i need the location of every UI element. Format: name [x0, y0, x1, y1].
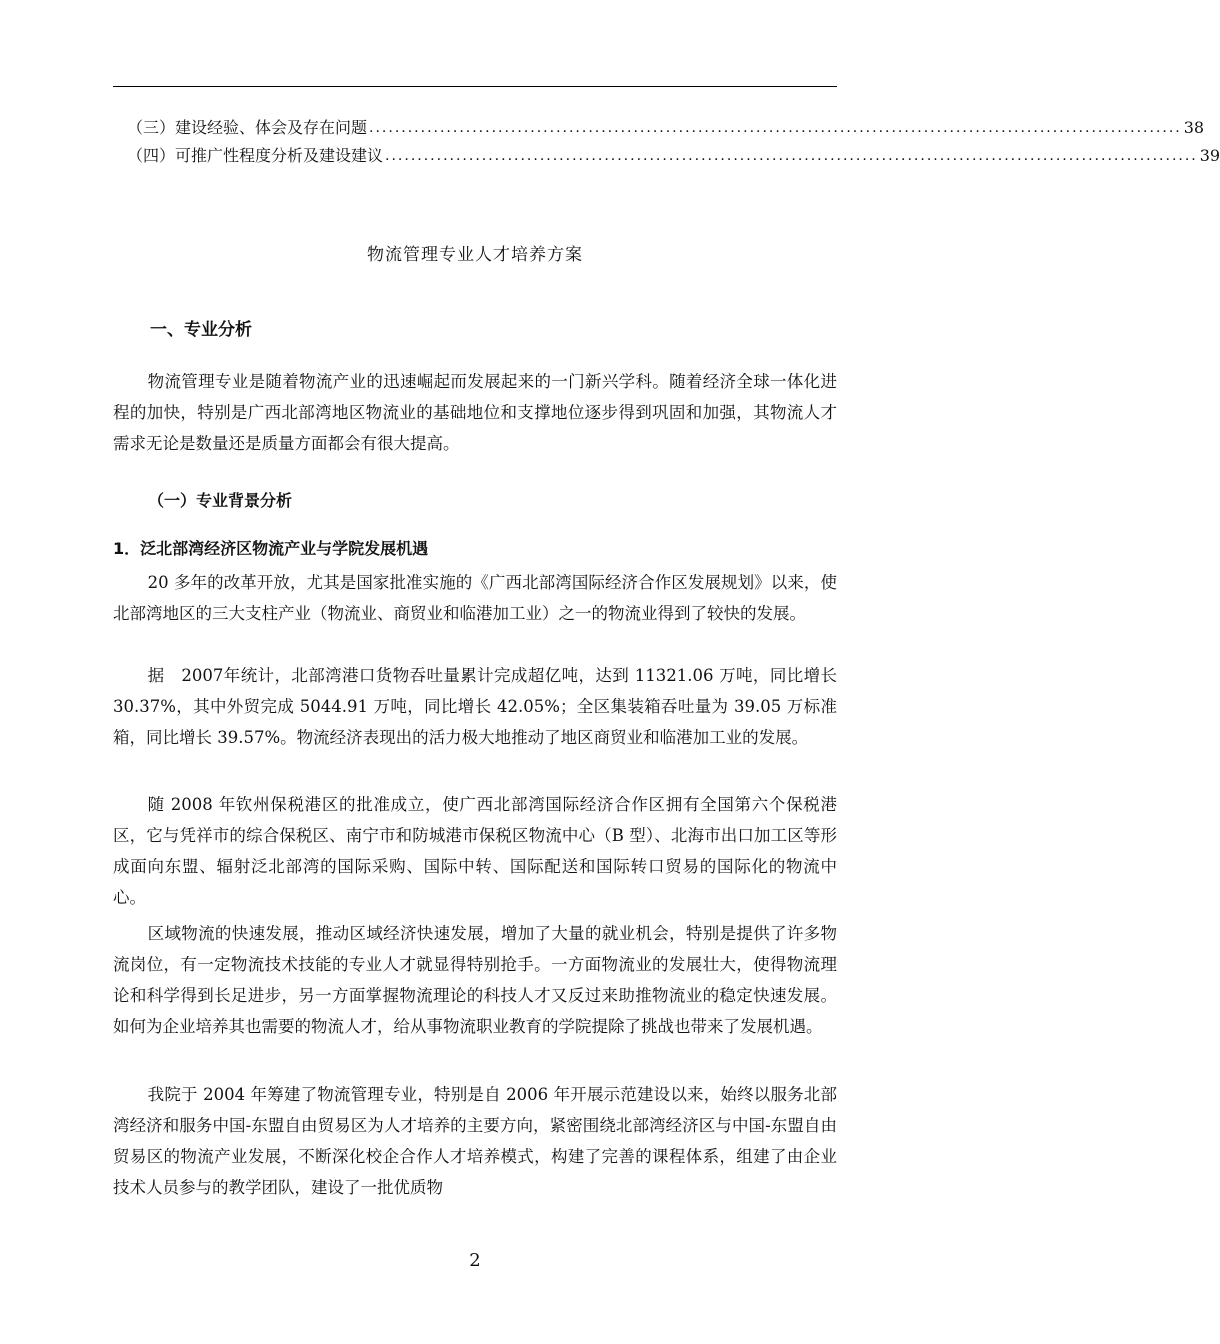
toc-entry[interactable] [127, 146, 1220, 166]
body-paragraph: 20 多年的改革开放，尤其是国家批准实施的《广西北部湾国际经济合作区发展规划》以来，使北部湾地区的三大支柱产业（物流业、商贸业和临港加工业）之一的物流业得到了较快的发展。 [113, 573, 837, 623]
toc-entry-page: 39 [1199, 146, 1220, 165]
body-paragraph: 据 2007年统计，北部湾港口货物吞吐量累计完成超亿吨，达到 11321.06 万吨，同比增长 30.37%，其中外贸完成 5044.91 万吨，同比增长 42.05%；全区集装箱吞吐量为 39.05 万标准箱，同比增长 39.57%。物流经济表现出的活力极大地推动了地区商贸业和临港加工业的发展。 [113, 666, 837, 747]
toc-entry-label: （三）建设经验、体会及存在问题 [127, 118, 368, 137]
body-paragraph: 区域物流的快速发展，推动区域经济快速发展，增加了大量的就业机会，特别是提供了许多物流岗位，有一定物流技术技能的专业人才就显得特别抢手。一方面物流业的发展壮大，使得物流理论和科学得到长足进步，另一方面掌握物流理论的科技人才又反过来助推物流业的稳定快速发展。如何为企业培养其也需要的物流人才，给从事物流职业教育的学院提除了挑战也带来了发展机遇。 [113, 924, 837, 1036]
subsubsection-heading: 1．泛北部湾经济区物流产业与学院发展机遇 [113, 539, 429, 558]
body-paragraph: 随 2008 年钦州保税港区的批准成立，使广西北部湾国际经济合作区拥有全国第六个保税港区，它与凭祥市的综合保税区、南宁市和防城港市保税区物流中心（B 型）、北海市出口加工区等形成面向东盟、辐射泛北部湾的国际采购、国际中转、国际配送和国际转口贸易的国际化的物流中心。 [113, 795, 837, 907]
header-rule [113, 86, 837, 87]
body-paragraph: 我院于 2004 年筹建了物流管理专业，特别是自 2006 年开展示范建设以来，始终以服务北部湾经济和服务中国-东盟自由贸易区为人才培养的主要方向，紧密围绕北部湾经济区与中国-东盟自由贸易区的物流产业发展，不断深化校企合作人才培养模式，构建了完善的课程体系，组建了由企业技术人员参与的教学团队，建设了一批优质物 [113, 1085, 837, 1197]
toc-leader-dots: .............................................................................................................................. [385, 148, 1198, 164]
subsection-heading: （一）专业背景分析 [148, 491, 293, 510]
toc-entry[interactable] [127, 118, 1205, 138]
section-heading: 一、专业分析 [150, 320, 252, 340]
intro-paragraph: 物流管理专业是随着物流产业的迅速崛起而发展起来的一门新兴学科。随着经济全球一体化进程的加快，特别是广西北部湾地区物流业的基础地位和支撑地位逐步得到巩固和加强，其物流人才需求无论是数量还是质量方面都会有很大提高。 [113, 372, 837, 453]
toc-entry-page: 38 [1183, 118, 1205, 137]
page-number: 2 [469, 1250, 481, 1271]
toc-entry-label: （四）可推广性程度分析及建设建议 [127, 146, 384, 165]
toc-leader-dots: .............................................................................................................................. [369, 120, 1182, 136]
document-title: 物流管理专业人才培养方案 [367, 245, 583, 265]
